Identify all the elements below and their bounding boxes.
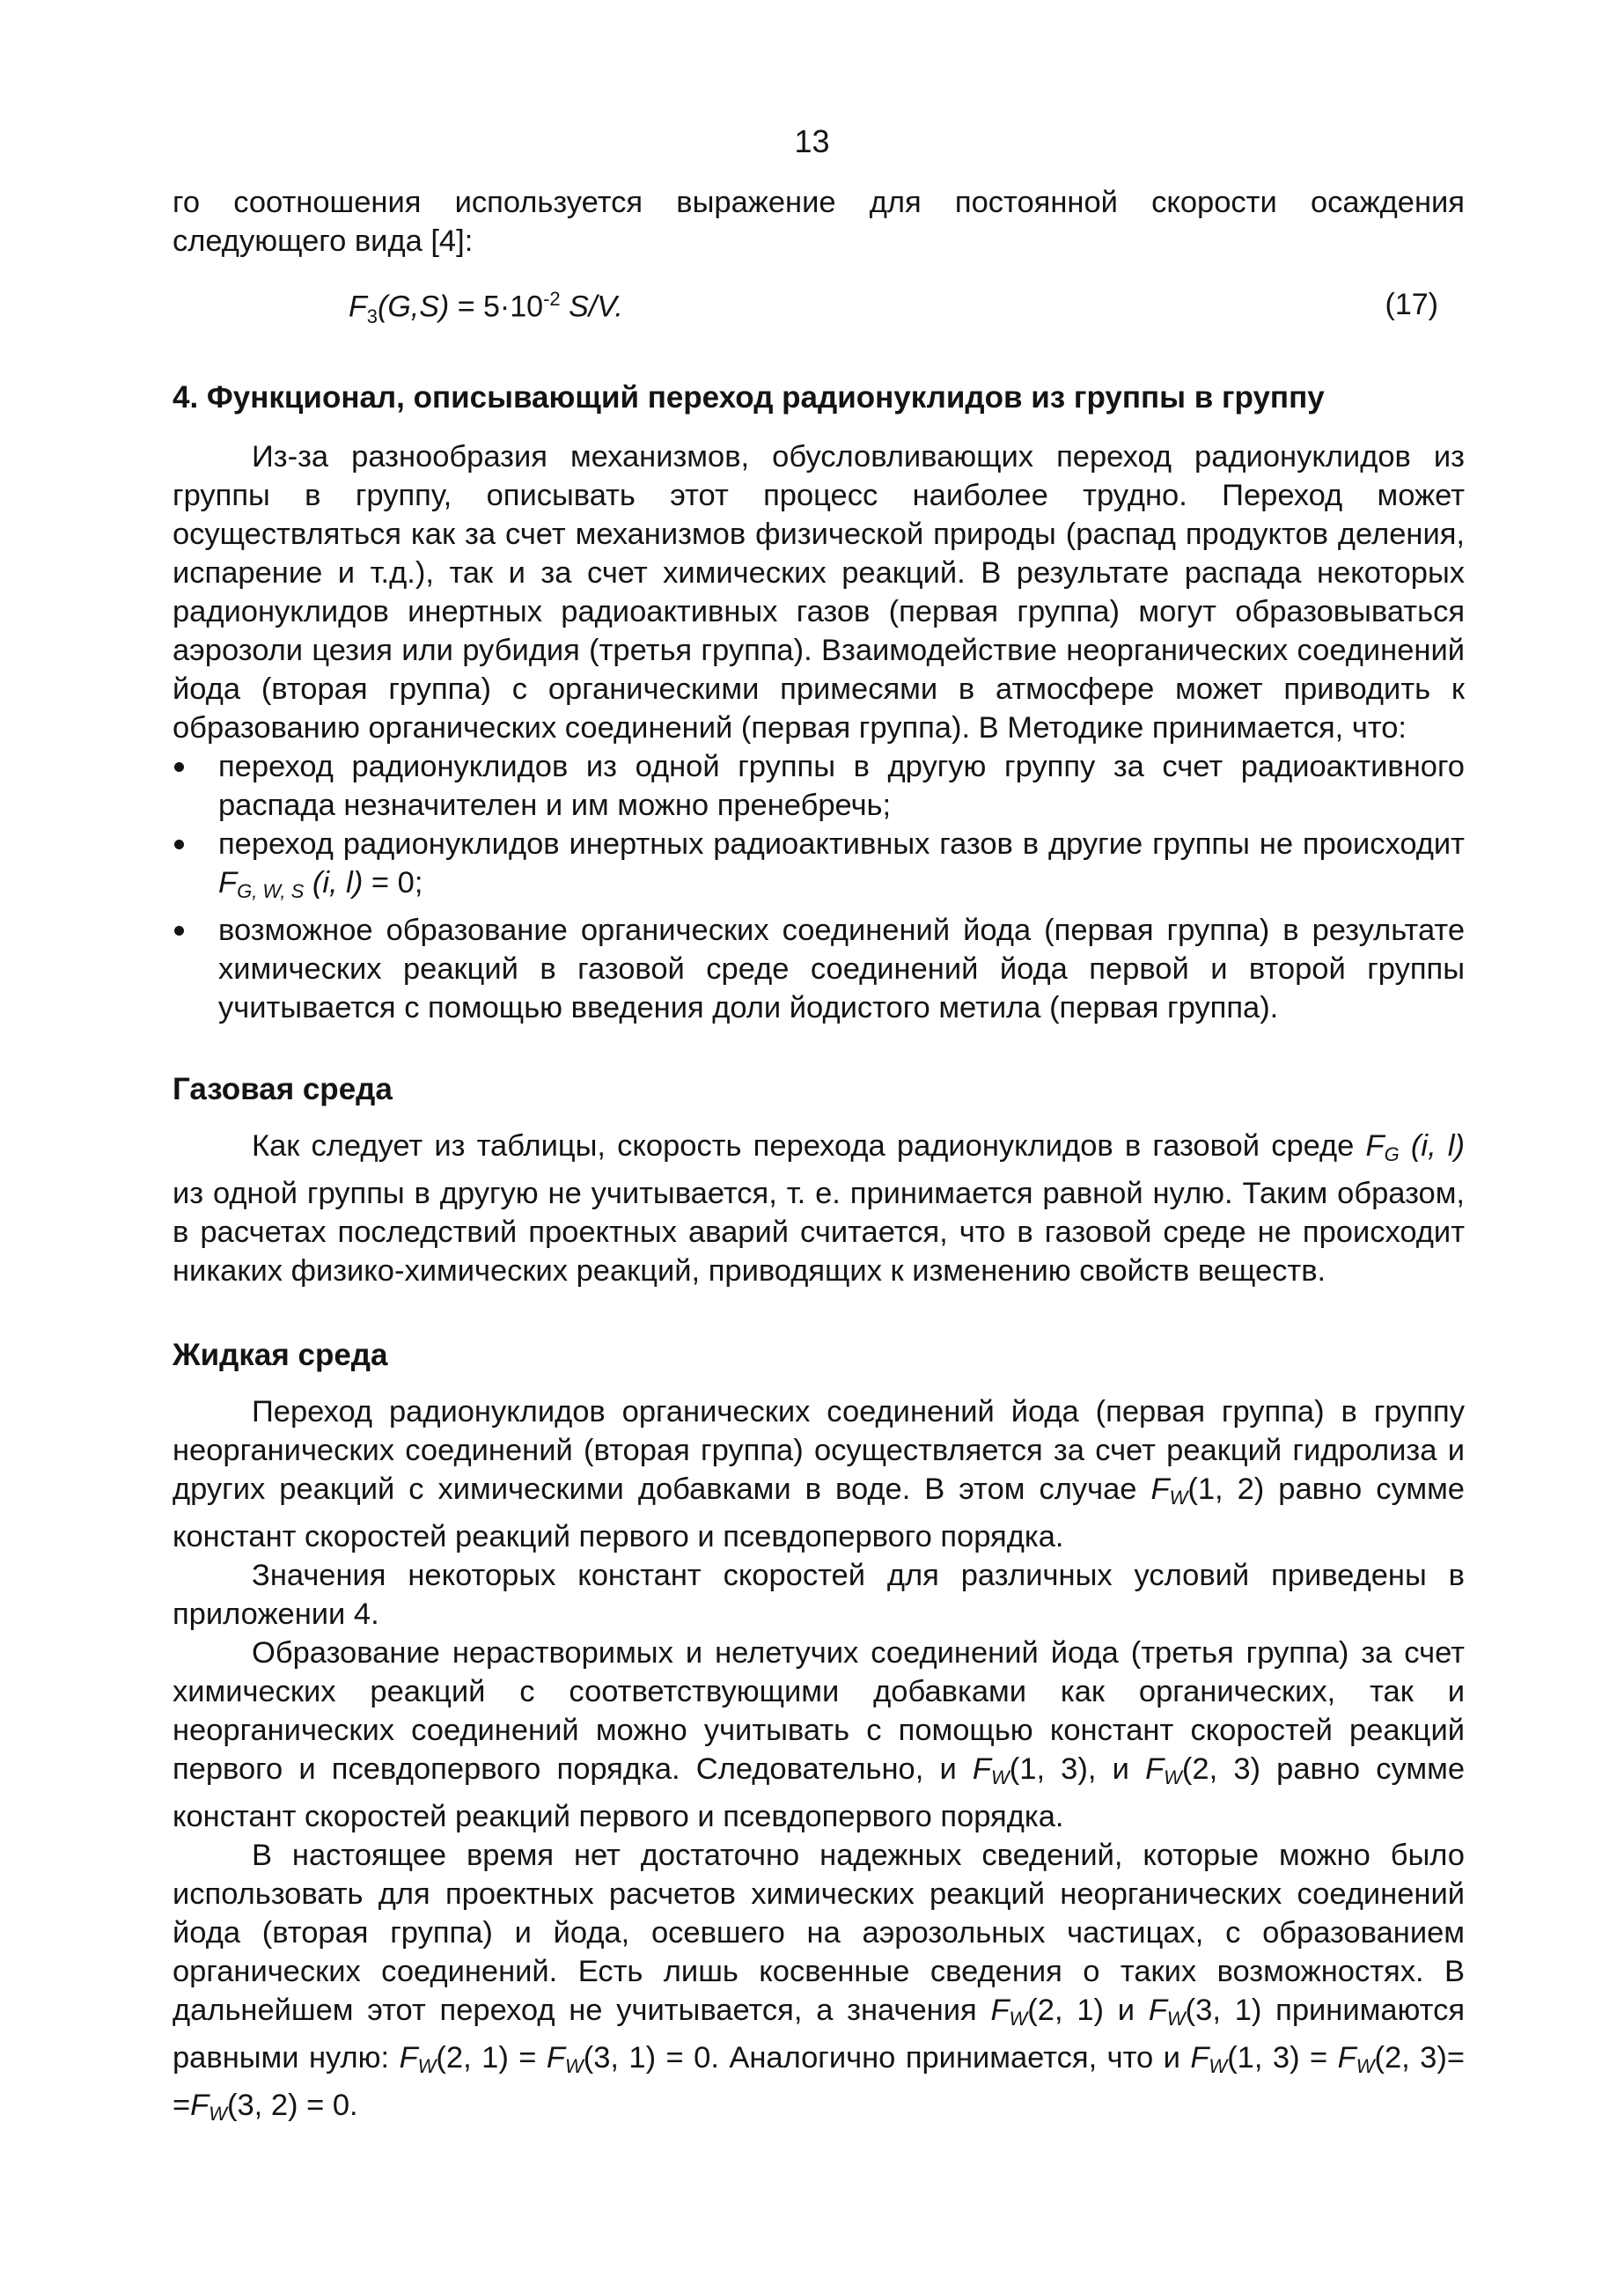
section-body [173, 437, 1465, 1027]
liquid-paragraph-4: В настоящее время нет достаточно надежных сведений, которые можно было использовать для проектных расчетов химических реакций неорганических соединений йода (вторая группа) и йода, осевшего на аэрозольных частицах, с образованием органических соединений. Есть лишь косвенные сведения о таких возможностях. В дальнейшем этот переход не учитывается, а значения $F_W(2$, 1) и $F_W(3$, 1) принимаются равными нулю: $F_W(2$, $1) = F_W(3$, 1) = 0. Аналогично принимается, что и $F_W(1$, $3) = F_W(2$, $3)= =F_W(3$, 2) = 0. [173, 1839, 1466, 2125]
section-heading: 4. Функционал, описывающий переход радионуклидов из группы в группу [173, 380, 1325, 415]
bullet-icon [174, 762, 184, 772]
liquid-paragraph-3: Образование нерастворимых и нелетучих соединений йода (третья группа) за счет химических реакций с соответствующими добавками как органических, так и неорганических соединений можно учитывать с помощью констант скоростей реакций первого и псевдопервого порядка. Следовательно, и $F_W(1$, 3), и $F_W(2$, 3) равно сумме констант скоростей реакций первого и псевдопервого порядка. [173, 1636, 1466, 1833]
bullet-icon [174, 926, 184, 936]
liquid-body [173, 1392, 1465, 2133]
list-item: переход радионуклидов из одной группы в другую группу за счет радиоактивного распада незначителен и им можно пренебречь; [173, 747, 1465, 825]
equation-number: (17) [1385, 288, 1438, 321]
formula-expression: $F_3(G,S) = 5\cdot 10^{-2}$ S/V. [349, 288, 623, 328]
liquid-paragraph-1: Переход радионуклидов органических соединений йода (первая группа) в группу неорганических соединений (вторая группа) осуществляется за счет реакций гидролиза и других реакций с химическими добавками в воде. В этом случае $F_W(1$, 2) равно сумме констант скоростей реакций первого и псевдопервого порядка. [173, 1395, 1465, 1553]
intro-paragraph [173, 183, 1465, 261]
gas-paragraph: Как следует из таблицы, скорость перехода радионуклидов в газовой среде $F_G$ (i, l) из одной группы в другую не учитывается, т. е. принимается равной нулю. Таким образом, в расчетах последствий проектных аварий считается, что в газовой среде не происходит никаких физико-химических реакций, приводящих к изменению свойств веществ. [173, 1129, 1465, 1288]
bullet-icon [174, 840, 184, 849]
intro-text: го соотношения используется выражение для постоянной скорости осаждения следующего вида [4]: [173, 186, 1465, 258]
gas-body [173, 1127, 1465, 1290]
formula-17 [173, 288, 1465, 332]
liquid-heading: Жидкая среда [173, 1338, 388, 1372]
gas-heading: Газовая среда [173, 1072, 393, 1106]
list-item: переход радионуклидов инертных радиоактивных газов в другие группы не происходит $F_{G, W, S}$ (i, l) = 0; [173, 825, 1465, 911]
liquid-paragraph-2: Значения некоторых констант скоростей для различных условий приведены в приложении 4. [173, 1559, 1465, 1631]
section-paragraph: Из-за разнообразия механизмов, обусловливающих переход радионуклидов из группы в группу, описывать этот процесс наиболее трудно. Переход может осуществляться как за счет механизмов физической природы (распад продуктов деления, испарение и т.д.), так и за счет химических реакций. В результате распада некоторых радионуклидов инертных радиоактивных газов (первая группа) могут образовываться аэрозоли цезия или рубидия (третья группа). Взаимодействие неорганических соединений йода (вторая группа) с органическими примесями в атмосфере может приводить к образованию органических соединений (первая группа). В Методике принимается, что: [173, 440, 1465, 745]
list-item: возможное образование органических соединений йода (первая группа) в результате химических реакций в газовой среде соединений йода первой и второй группы учитывается с помощью введения доли йодистого метила (первая группа). [173, 911, 1465, 1027]
page-number: 13 [794, 123, 830, 159]
assumption-list [173, 747, 1465, 1027]
